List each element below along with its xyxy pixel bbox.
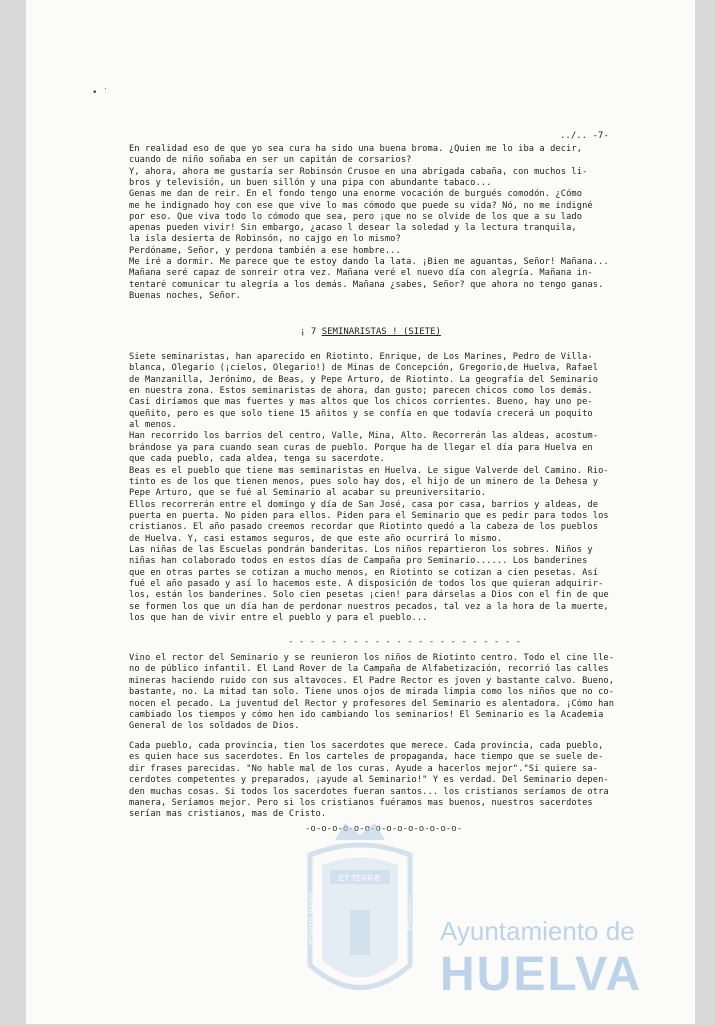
shield-left-text: PORTUS MARIS — [309, 891, 316, 945]
text-line: Las niñas de las Escuelas pondrán banderitas. Los niños repartieron los sobres. Niños y — [129, 544, 593, 555]
text-line: dir frases parecidas. "No hable mal de los curas. Ayude a hacerlos mejor"."Si quiere sa- — [129, 763, 599, 774]
text-line: de Huelva. Y, casi estamos seguros, de que este año ocurrirá lo mismo. — [129, 533, 503, 544]
text-line: En realidad eso de que yo sea cura ha sido una buena broma. ¿Quien me lo iba a decir, — [129, 144, 583, 154]
watermark-line1: Ayuntamiento de — [440, 916, 635, 946]
text-line: queñito, pero es que solo tiene 15 añitos y se confía en que todavía crecerá un poquito — [129, 408, 593, 419]
text-line: Buenas noches, Señor. — [129, 290, 241, 301]
separator-dashes: - - - - - - - - - - - - - - - - - - - - - - — [288, 637, 521, 647]
text-line: Pepe Arturo, que se fué al Seminario al acabar su preuniversitario. — [129, 488, 487, 499]
text-line: cristianos. El año pasado creemos recordar que Riotinto quedó a la cabeza de los pueblos — [129, 522, 599, 533]
text-line: por eso. Que viva todo lo cómodo que sea, pero ¡que no se olvide de los que a su lado — [129, 211, 583, 222]
text-line: Casi diríamos que mas fuertes y mas altos que los chicos corrientes. Bueno, hay uno pe- — [129, 397, 593, 408]
text-line: Y, ahora, ahora me gustaría ser Robinsón Crusoe en una abrigada cabaña, con muchos li- — [129, 166, 588, 177]
text-line: tinto es de los que tienen menos, pues solo hay dos, el hijo de un minero de la Dehesa y — [129, 476, 599, 487]
text-line: que en otras partes se cotizan a mucho menos, en Riotinto se cotizan a cien pesetas. Así — [129, 567, 599, 578]
text-line: puerta en puerta. No piden para ellos. Piden para el Seminario que es pedir para todos los — [129, 510, 609, 521]
text-line: Genas me dan de reir. En el fondo tengo una enorme vocación de burgués comodón. ¿Cómo — [129, 189, 583, 200]
text-line: cerdotes competentes y preparados, ¡ayude al Seminario!" Y es verdad. Del Seminario depen- — [129, 775, 609, 786]
text-line: que cada pueblo, cada aldea, tenga su sacerdote. — [129, 454, 385, 465]
text-line: Mañana seré capaz de sonreir otra vez. Mañana veré el nuevo día con alegría. Mañana in- — [129, 268, 593, 279]
text-line: Cada pueblo, cada provincia, tien los sacerdotes que merece. Cada provincia, cada pueblo, — [129, 741, 604, 751]
text-line: bastante, no. La mitad tan solo. Tiene unos ojos de mirada limpia como los niños que no co- — [129, 687, 615, 698]
text-line: se formen los que un día han de perdonar nuestros pecados, tal vez a la hora de la muerte, — [129, 601, 609, 612]
watermark-line2: HUELVA — [440, 948, 643, 1001]
text-line: de Manzanilla, Jerónimo, de Beas, y Pepe Arturo, de Riotinto. La geografía del Seminario — [129, 374, 599, 385]
page-number: ../.. -7- — [560, 131, 609, 141]
text-line: no de público infantil. El Land Rover de la Campaña de Alfabetización, recorrió las calles — [129, 664, 609, 675]
text-line: Han recorrido los barrios del centro, Valle, Mina, Alto. Recorrerán las aldeas, acostum- — [129, 431, 599, 442]
section-heading — [300, 327, 441, 337]
shield-motto: ET TERRÆ — [339, 874, 381, 883]
text-line: Me iré a dormir. Me parece que te estoy dando la lata. ¡Bien me aguantas, Señor! Mañana... — [129, 257, 609, 267]
text-line: en nuestra zona. Estos seminaristas de ahora, dan gusto; parecen chicos como los demás. — [129, 386, 593, 397]
text-line: Perdóname, Señor, y perdona también a ese hombre... — [129, 245, 401, 256]
text-line: serían mas cristianos, mas de Cristo. — [129, 809, 327, 820]
text-line: den muchas cosas. Si todos los sacerdotes fueran santos... los cristianos seríamos de otra — [129, 786, 609, 797]
text-line: los que han de vivir entre el pueblo y para el pueblo... — [129, 613, 428, 624]
text-line: me he indignado hoy con ese que vive lo mas cómodo que puede su vida? Nó, no me indigné — [129, 200, 593, 211]
text-line: manera, Seríamos mejor. Pero si los cristianos fuéramos mas buenos, nuestros sacerdotes — [129, 798, 593, 808]
ink-specks: • ˙ — [92, 88, 109, 98]
text-line: Beas es el pueblo que tiene mas seminaristas en Huelva. Le sigue Valverde del Camino. Rio- — [129, 465, 609, 476]
heading-title: SEMINARISTAS ! (SIETE) — [321, 327, 441, 337]
text-line: apenas pueden vivir! Sin embargo, ¿acaso l desear la soledad y la lectura tranquila, — [129, 223, 577, 234]
text-line: fué el año pasado y así lo hacemos este. A disposición de todos los que quieran adquirir- — [129, 579, 604, 589]
text-line: tentaré comunicar tu alegría a los demás. Mañana ¿sabes, Señor? que ahora no tengo ganas. — [129, 279, 604, 290]
text-line: cambiado los tiempos y cómo hen ido cambiando los seminarios! El Seminario es la Academia — [129, 710, 604, 720]
shield-right-text: CUSTODIA — [404, 895, 411, 932]
heading-prefix: ¡ 7 — [300, 327, 317, 337]
text-line: mineras haciendo ruido con sus altavoces. El Padre Rector es joven y bastante calvo. Bueno, — [129, 675, 615, 686]
text-line: niñas han colaborado todos en estos días de Campaña pro Seminario...... Los banderines — [129, 556, 588, 567]
text-line: General de los soldados de Dios. — [129, 721, 300, 732]
text-line: Ellos recorrerán entre el domingo y día de San José, casa por casa, barrios y aldeas, de — [129, 499, 599, 510]
text-line: los, están los banderines. Solo cien pesetas ¡cien! para dárselas a Dios con el fin de que — [129, 590, 609, 601]
text-line: brándose ya para cuando sean curas de pueblo. Porque ha de llegar el día para Huelva en — [129, 442, 593, 453]
text-line: al menos. — [129, 420, 177, 431]
text-line: es quien hace sus sacerdotes. En los carteles de propaganda, hace tiempo que se suele de- — [129, 752, 604, 763]
text-line: nocen el pecado. La juventud del Rector y profesores del Seminario es alentadora. ¡Cómo han — [129, 698, 615, 709]
text-line: la isla desierta de Robinsón, no cajgo en lo mismo? — [129, 234, 401, 245]
text-line: cuando de niño soñaba en ser un capitán de corsarios? — [129, 155, 412, 166]
text-line: Vino el rector del Seminario y se reunieron los niños de Riotinto centro. Todo el cine lle- — [129, 653, 615, 663]
text-line: Siete seminaristas, han aparecido en Riotinto. Enrique, de Los Marines, Pedro de Villa- — [129, 352, 593, 362]
text-line: blanca, Olegario (¡cielos, Olegario!) de Minas de Concepción, Gregorio,de Huelva, Rafael — [129, 363, 599, 374]
text-line: bros y televisión, un buen sillón y una pipa con abundante tabaco... — [129, 177, 492, 188]
separator-circles: -o-o-o-o-o-o-o-o-o-o-o-o-o-o- — [305, 824, 463, 834]
ayuntamiento-huelva-watermark — [300, 815, 715, 1025]
